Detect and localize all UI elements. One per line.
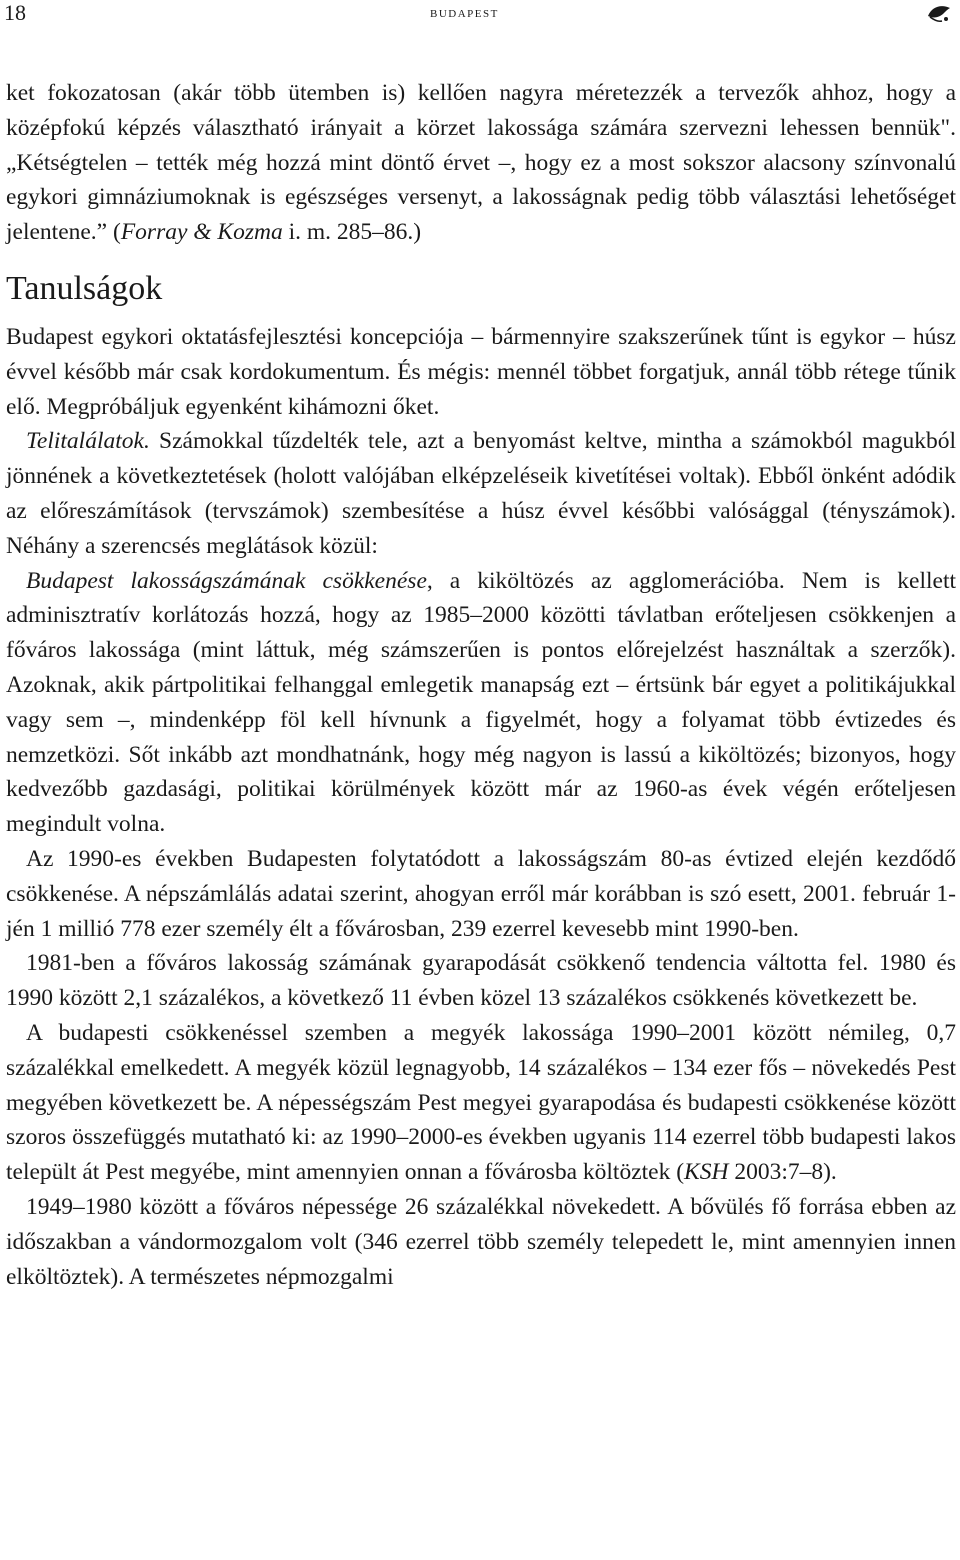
leaf-ornament-icon — [926, 2, 952, 24]
paragraph: 1949–1980 között a főváros népessége 26 százalékkal növekedett. A bővülés fő forrása ebben az időszakban a vándormozgalom volt (346 ezerrel több személy telepedett le, mint amennyien innen elköltöztek). A természetes népmozgalmi — [6, 1193, 956, 1290]
page-header — [0, 0, 960, 30]
paragraph-text: Számokkal tűzdelték tele, azt a benyomást keltve, mintha a számokból magukból jönnének a következtetések (holott valójában elképzeléseik kivetítései voltak). Ebből önként adódik az előreszámítások (tervszámok) szembesítése a húsz évvel későbbi valósággal (tényszámok). Néhány a szerencsés meglátások közül: — [6, 428, 956, 559]
citation-source: KSH — [684, 1159, 729, 1186]
paragraph — [6, 1016, 956, 1190]
paragraph: 1981-ben a főváros lakosság számának gyarapodását csökkenő tendencia váltotta fel. 1980 és 1990 között 2,1 százalékos, a következő 11 évben közel 13 százalékos csökkenés következett be. — [6, 950, 956, 1012]
paragraph — [6, 424, 956, 563]
citation-pages: i. m. 285–86.) — [282, 219, 422, 246]
paragraph-text: A budapesti csökkenéssel szemben a megyék lakossága 1990–2001 között némileg, 0,7 százalékkal emelkedett. A megyék közül legnagyobb, 14 százalékos – 134 ezer fős – növekedés Pest megyében következett be. A népességszám Pest megyei gyarapodása és budapesti csökkenése között szoros összefüggés mutatható ki: az 1990–2000-es években ugyanis 114 ezerrel több budapesti lakos települt át Pest megyébe, mint amennyien onnan a fővárosba költöztek ( — [6, 1019, 956, 1186]
page-number: 18 — [4, 0, 26, 25]
page-body — [6, 76, 956, 1294]
section-heading: Tanulságok — [6, 269, 163, 307]
paragraph-continuation — [6, 76, 956, 250]
paragraph: Az 1990-es években Budapesten folytatódott a lakosságszám 80-as évtized elején kezdődő csökkenése. A népszámlálás adatai szerint, ahogyan erről már korábban is szó esett, 2001. február 1-jén 1 millió 778 ezer személy élt a fővárosban, 239 ezerrel kevesebb mint 1990-ben. — [6, 845, 956, 942]
run-in-heading: Telitalálatok. — [26, 428, 150, 455]
paragraph-text: ket fokozatosan (akár több ütemben is) kellően nagyra méretezzék a tervezők ahhoz, hogy a középfokú képzés választható irányait a körzet lakossága számára szervezni lehessen bennük". „Kétségtelen – tették még hozzá mint döntő érvet –, hogy ez a most sokszor alacsony színvonalú egykori gimnáziumoknak is egészséges versenyt, a lakosságnak pedig több választási lehetőséget jelentene.” ( — [6, 80, 956, 246]
paragraph: Budapest egykori oktatásfejlesztési koncepciója – bármennyire szakszerűnek tűnt is egykor – húsz évvel később már csak kordokumentum. És mégis: mennél többet forgatjuk, annál több rétege tűnik elő. Megpróbáljuk egyenként kihámozni őket. — [6, 323, 956, 420]
citation-pages: 2003:7–8). — [728, 1159, 837, 1186]
citation-authors: Forray & Kozma — [120, 219, 283, 246]
paragraph-text: , a kiköltözés az agglomerációba. Nem is kellett adminisztratív korlátozás hozzá, hogy az 1985–2000 közötti távlatban erőteljesen csökkenjen a főváros lakossága (mint láttuk, még számszerűen is pontos előrejelzést használtak a szerzők). Azoknak, akik pártpolitikai felhanggal emlegetik manapság ezt – értsünk bár egyet a politikájukkal vagy sem –, mindenképp föl kell hívnunk a figyelmét, hogy a folyamat több évtizedes és nemzetközi. Sőt inkább azt mondhatnánk, hogy még nagyon is lassú a kiköltözés; bizonyos, hogy kedvezőbb gazdasági, politikai körülmények között már az 1960-as évek végén erőteljesen megindult volna. — [6, 567, 956, 838]
run-in-heading: Budapest lakosságszámának csökkenése — [26, 567, 427, 594]
paragraph — [6, 564, 956, 842]
running-head: budapest — [430, 4, 499, 21]
